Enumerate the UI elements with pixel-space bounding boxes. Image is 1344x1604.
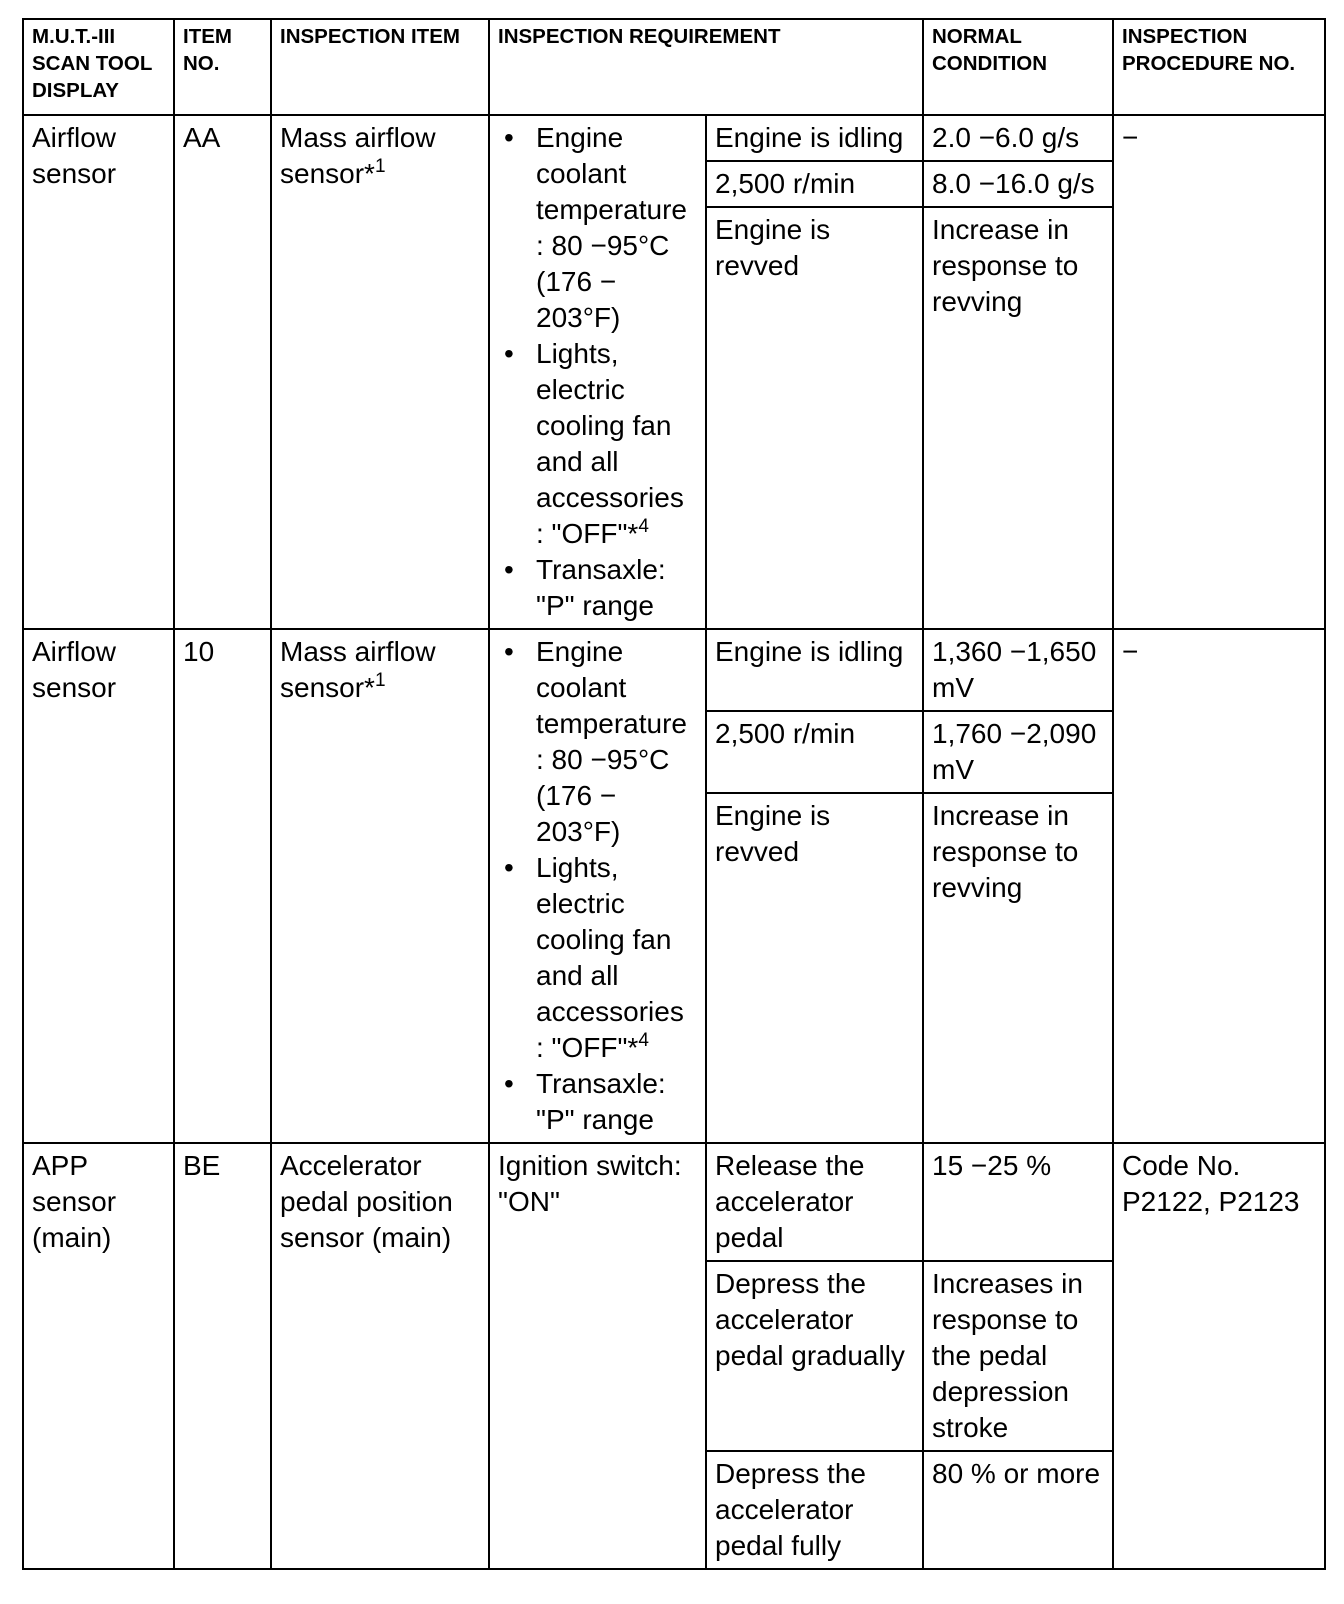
- item-no-cell: AA: [174, 115, 271, 629]
- normal-condition-cell: 2.0 −6.0 g/s: [923, 115, 1113, 161]
- condition-state-cell: Release the accelerator pedal: [706, 1143, 923, 1261]
- header-normal-condition: NORMAL CONDITION: [923, 19, 1113, 115]
- item-no-cell: 10: [174, 629, 271, 1143]
- table-row: [23, 629, 1325, 711]
- normal-condition-cell: 80 % or more: [923, 1451, 1113, 1569]
- condition-state-cell: Engine is idling: [706, 629, 923, 711]
- condition-state-cell: Depress the accelerator pedal fully: [706, 1451, 923, 1569]
- inspection-table: [22, 18, 1326, 1570]
- requirement-bullet: • Lights, electric cooling fan and all accessories : "OFF"*$^4$: [498, 850, 699, 1066]
- condition-state-cell: Engine is revved: [706, 793, 923, 1143]
- requirement-cell: [489, 629, 706, 1143]
- header-inspection-item: INSPECTION ITEM: [271, 19, 489, 115]
- item-no-cell: BE: [174, 1143, 271, 1569]
- requirement-bullet: • Engine coolant temperature : 80 −95°C (176 − 203°F): [498, 120, 699, 336]
- procedure-cell: Code No. P2122, P2123: [1113, 1143, 1325, 1569]
- procedure-cell: −: [1113, 115, 1325, 629]
- display-cell: APP sensor (main): [23, 1143, 174, 1569]
- requirement-cell: Ignition switch: "ON": [489, 1143, 706, 1569]
- inspection-item-text: Mass airflow sensor*: [280, 122, 436, 189]
- header-row: [23, 19, 1325, 115]
- condition-state-cell: 2,500 r/min: [706, 161, 923, 207]
- footnote-marker: 4: [638, 1030, 649, 1051]
- footnote-marker: 1: [374, 156, 386, 177]
- procedure-cell: −: [1113, 629, 1325, 1143]
- normal-condition-cell: Increase in response to revving: [923, 793, 1113, 1143]
- requirement-bullet: • Transaxle: "P" range: [498, 552, 699, 624]
- requirement-bullet: • Lights, electric cooling fan and all accessories : "OFF"*$^4$: [498, 336, 699, 552]
- requirement-cell: [489, 115, 706, 629]
- normal-condition-cell: 8.0 −16.0 g/s: [923, 161, 1113, 207]
- requirement-bullet: • Transaxle: "P" range: [498, 1066, 699, 1138]
- requirement-bullet: • Engine coolant temperature : 80 −95°C (176 − 203°F): [498, 634, 699, 850]
- inspection-item-cell: Accelerator pedal position sensor (main): [271, 1143, 489, 1569]
- header-item-no: ITEM NO.: [174, 19, 271, 115]
- footnote-marker: 4: [638, 516, 649, 537]
- header-procedure-no: INSPECTION PROCEDURE NO.: [1113, 19, 1325, 115]
- footnote-marker: 1: [374, 670, 386, 691]
- display-cell: Airflow sensor: [23, 629, 174, 1143]
- inspection-item-text: Mass airflow sensor*: [280, 636, 436, 703]
- header-inspection-requirement: INSPECTION REQUIREMENT: [489, 19, 923, 115]
- condition-state-cell: 2,500 r/min: [706, 711, 923, 793]
- header-display: M.U.T.-III SCAN TOOL DISPLAY: [23, 19, 174, 115]
- table-row: [23, 115, 1325, 161]
- normal-condition-cell: 15 −25 %: [923, 1143, 1113, 1261]
- table-row: [23, 1143, 1325, 1261]
- inspection-item-cell: [271, 629, 489, 1143]
- normal-condition-cell: Increases in response to the pedal depression stroke: [923, 1261, 1113, 1451]
- inspection-item-cell: [271, 115, 489, 629]
- document-page: [22, 18, 1326, 1570]
- condition-state-cell: Depress the accelerator pedal gradually: [706, 1261, 923, 1451]
- normal-condition-cell: 1,360 −1,650 mV: [923, 629, 1113, 711]
- normal-condition-cell: Increase in response to revving: [923, 207, 1113, 629]
- condition-state-cell: Engine is revved: [706, 207, 923, 629]
- display-cell: Airflow sensor: [23, 115, 174, 629]
- normal-condition-cell: 1,760 −2,090 mV: [923, 711, 1113, 793]
- condition-state-cell: Engine is idling: [706, 115, 923, 161]
